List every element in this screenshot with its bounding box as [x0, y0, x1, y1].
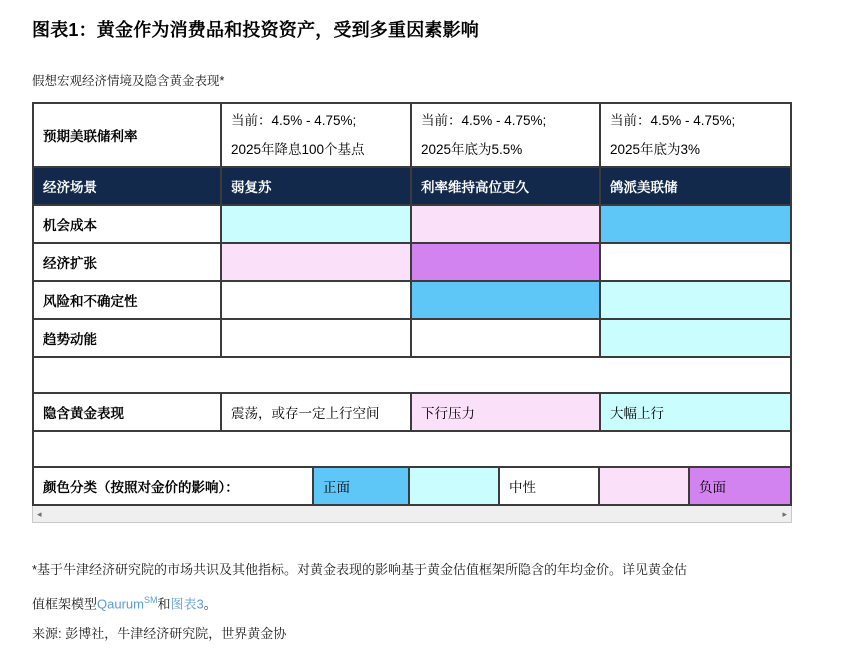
table-row-implied-gold	[34, 394, 790, 432]
footnote-line-2	[32, 585, 844, 619]
factor-color-cell	[222, 244, 412, 280]
scenario-header-cell: 利率维持高位更久	[412, 168, 601, 204]
factor-label: 机会成本	[34, 206, 222, 242]
factor-label: 经济扩张	[34, 244, 222, 280]
legend-swatch-neutral: 中性	[500, 468, 600, 504]
legend-swatch-slightly-positive	[410, 468, 500, 504]
footnote-text: 和	[157, 596, 171, 612]
fed-rates-cell	[222, 104, 412, 166]
fed-rates-cell	[601, 104, 790, 166]
footnote-text: 值框架模型	[32, 596, 98, 612]
table-spacer-row	[34, 358, 790, 394]
scenario-header-label: 经济场景	[34, 168, 222, 204]
fed-rates-label: 预期美联储利率	[34, 104, 222, 166]
source-line: 来源: 彭博社，牛津经济研究院，世界黄金协	[32, 626, 287, 642]
rate-line: 2025年底为3%	[610, 142, 701, 157]
factor-color-cell	[222, 320, 412, 356]
legend-swatch-slightly-negative	[600, 468, 690, 504]
legend-label: 颜色分类（按照对金价的影响）：	[34, 468, 314, 504]
page-title: 图表1：黄金作为消费品和投资资产，受到多重因素影响	[32, 20, 480, 40]
factor-color-cell	[412, 206, 601, 242]
table-row-fed-rates	[34, 104, 790, 168]
table-row-trend-momentum	[34, 320, 790, 358]
factor-color-cell	[601, 320, 790, 356]
footnote-line-1: *基于牛津经济研究院的市场共识及其他指标。对黄金表现的影响基于黄金估值框架所隐含的年均金价。详见黄金估	[32, 562, 688, 577]
table-row-opportunity-cost	[34, 206, 790, 244]
footnote	[32, 555, 844, 649]
scenario-header-cell: 鸽派美联储	[601, 168, 790, 204]
scroll-right-icon[interactable]: ▸	[782, 508, 787, 519]
horizontal-scrollbar[interactable]	[32, 506, 792, 523]
scenario-table	[32, 102, 792, 506]
scroll-left-icon[interactable]: ◂	[37, 508, 42, 519]
factor-color-cell	[412, 320, 601, 356]
factor-color-cell	[222, 206, 412, 242]
table-row-scenarios	[34, 168, 790, 206]
scenario-header-cell: 弱复苏	[222, 168, 412, 204]
implied-gold-cell: 大幅上行	[601, 394, 790, 430]
rate-line: 2025年底为5.5%	[421, 142, 523, 157]
legend-swatch-positive: 正面	[314, 468, 410, 504]
implied-gold-cell: 震荡，或存一定上行空间	[222, 394, 412, 430]
factor-color-cell	[412, 282, 601, 318]
implied-gold-label: 隐含黄金表现	[34, 394, 222, 430]
table-row-risk-uncertainty	[34, 282, 790, 320]
footnote-text: 。	[203, 596, 217, 612]
factor-color-cell	[222, 282, 412, 318]
legend-swatch-negative: 负面	[690, 468, 790, 504]
factor-label: 风险和不确定性	[34, 282, 222, 318]
factor-color-cell	[601, 206, 790, 242]
table-row-economic-expansion	[34, 244, 790, 282]
fed-rates-cell	[412, 104, 601, 166]
factor-color-cell	[601, 244, 790, 280]
rate-line: 2025年降息100个基点	[231, 142, 365, 157]
rate-line: 当前：4.5% - 4.75%;	[421, 113, 547, 128]
rate-line: 当前：4.5% - 4.75%;	[610, 113, 736, 128]
qaurum-sm-superscript[interactable]: SM	[143, 595, 158, 605]
factor-label: 趋势动能	[34, 320, 222, 356]
qaurum-link[interactable]: Qaurum	[97, 596, 144, 612]
implied-gold-cell: 下行压力	[412, 394, 601, 430]
factor-color-cell	[601, 282, 790, 318]
rate-line: 当前：4.5% - 4.75%;	[231, 113, 357, 128]
table-spacer-row	[34, 432, 790, 468]
page-subtitle: 假想宏观经济情境及隐含黄金表现*	[32, 74, 225, 88]
factor-color-cell	[412, 244, 601, 280]
table-row-color-legend	[34, 468, 790, 504]
chart3-link[interactable]: 图表3	[170, 596, 204, 612]
